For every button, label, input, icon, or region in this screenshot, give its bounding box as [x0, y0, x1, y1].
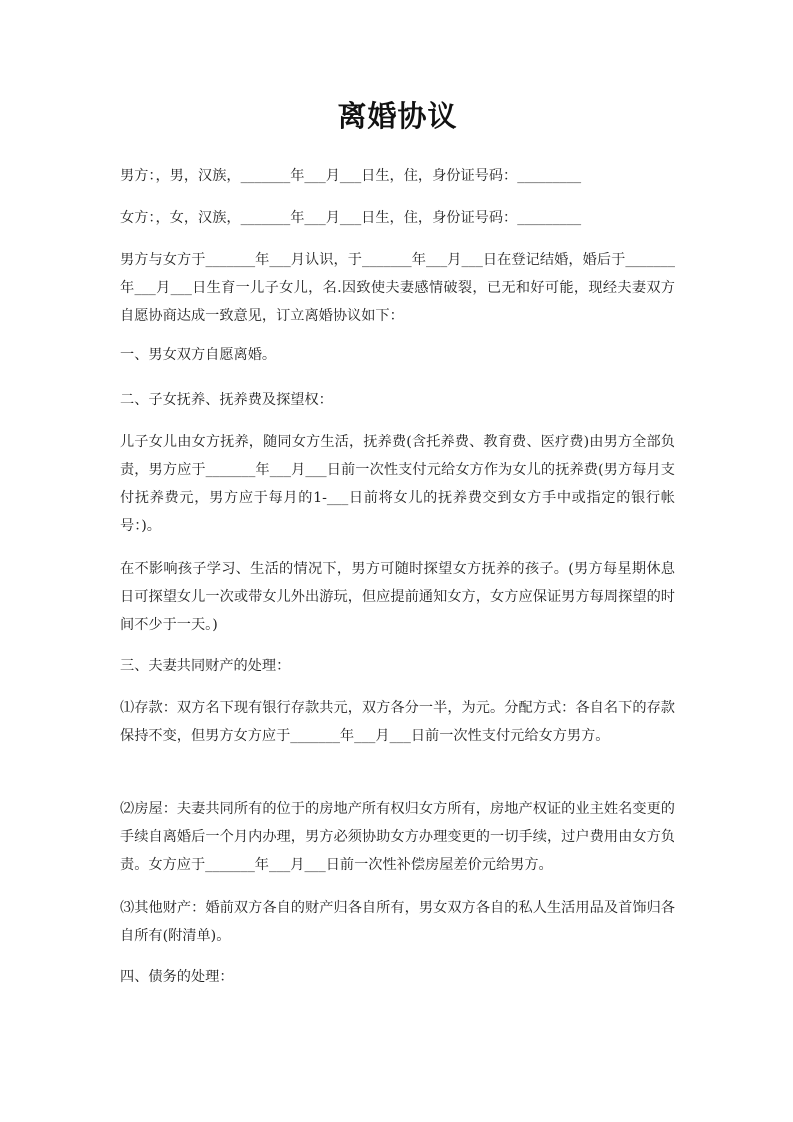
section-heading-child-custody: 二、子女抚养、抚养费及探望权：: [120, 392, 333, 408]
document-title: 离婚协议: [337, 99, 458, 133]
paragraph-child-support: 儿子女儿由女方抚养，随同女方生活，抚养费(含托养费、教育费、医疗费)由男方全部负责，男方应于_______年___月___日前一次性支付元给女方作为女儿的抚养费(男方每月支付抚养费元，男方应于每月的1-___日前将女儿的抚养费交到女方手中或指定的银行帐号：)。: [120, 434, 675, 534]
paragraph-female-party: 女方：，女，汉族，_______年___月___日生，住，身份证号码：_________: [120, 210, 582, 226]
paragraph-house: ⑵房屋：夫妻共同所有的位于的房地产所有权归女方所有，房地产权证的业主姓名变更的手续自离婚后一个月内办理，男方必须协助女方办理变更的一切手续，过户费用由女方负责。女方应于_______年___月___日前一次性补偿房屋差价元给男方。: [120, 801, 675, 873]
paragraph-deposits: ⑴存款：双方名下现有银行存款共元，双方各分一半，为元。分配方式：各自名下的存款保持不变，但男方女方应于_______年___月___日前一次性支付元给女方男方。: [120, 700, 675, 744]
section-heading-divorce: 一、男女双方自愿离婚。: [120, 347, 277, 363]
paragraph-visitation: 在不影响孩子学习、生活的情况下，男方可随时探望女方抚养的孩子。(男方每星期休息日可探望女儿一次或带女儿外出游玩，但应提前通知女方，女方应保证男方每周探望的时间不少于一天。): [120, 561, 675, 633]
paragraph-marriage-history: 男方与女方于_______年___月认识，于_______年___月___日在登记结婚，婚后于_______年___月___日生育一儿子女儿，名.因致使夫妻感情破裂，已无和好可能，现经夫妻双方自愿协商达成一致意见，订立离婚协议如下：: [120, 252, 675, 324]
section-heading-debts: 四、债务的处理：: [120, 969, 234, 985]
paragraph-other-property: ⑶其他财产：婚前双方各自的财产归各自所有，男女双方各自的私人生活用品及首饰归各自所有(附清单)。: [120, 900, 675, 944]
paragraph-male-party: 男方：，男，汉族，_______年___月___日生，住，身份证号码：_________: [120, 168, 582, 184]
section-heading-property: 三、夫妻共同财产的处理：: [120, 658, 291, 674]
